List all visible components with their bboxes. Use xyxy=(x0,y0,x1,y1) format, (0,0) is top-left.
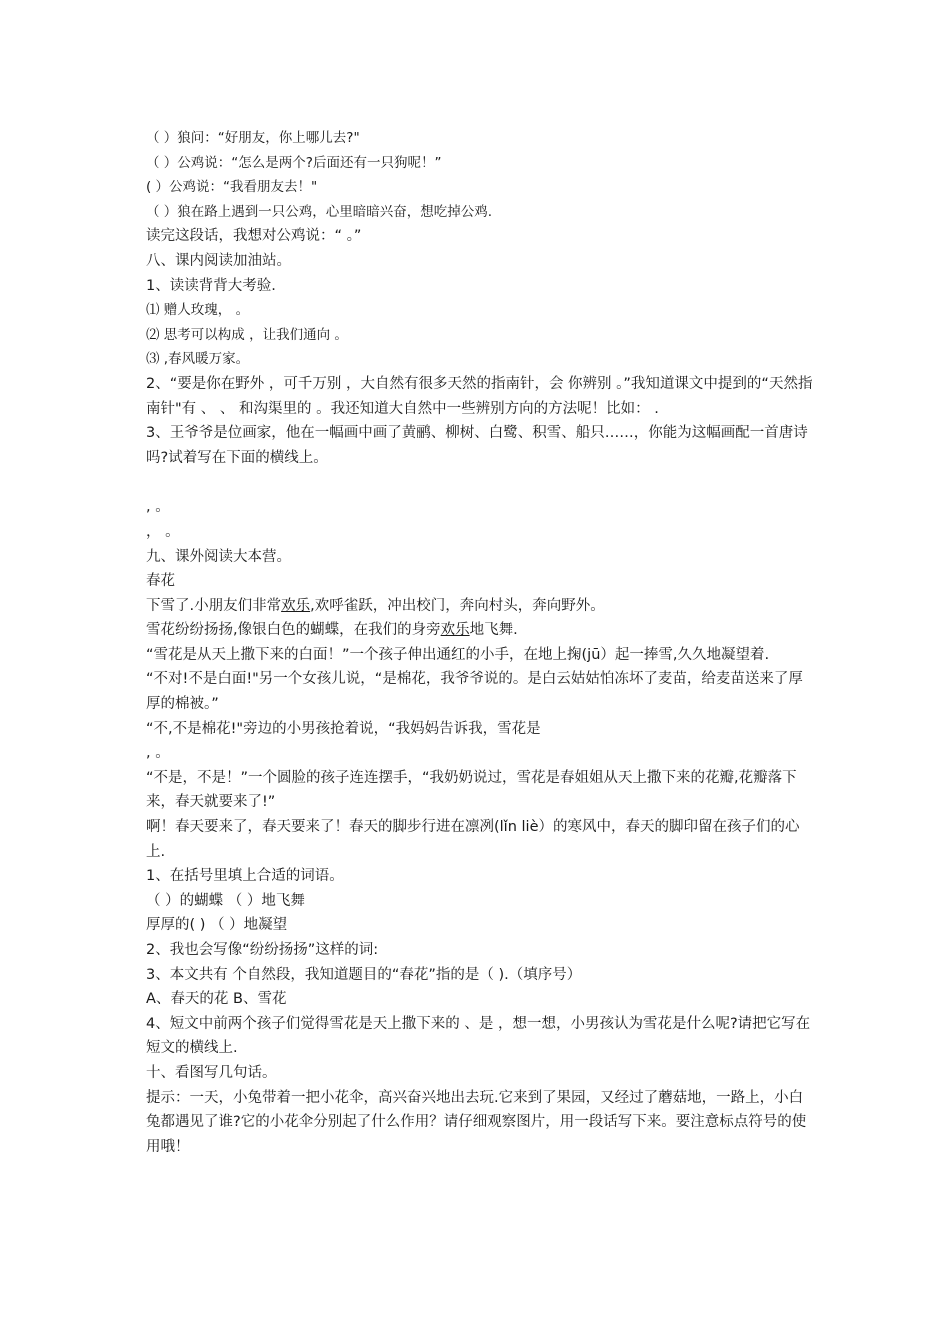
text-line: 厚厚的( ) （ ）地凝望 xyxy=(146,917,288,934)
question: 3、王爷爷是位画家，他在一幅画中画了黄鹂、柳树、白鹭、积雪、船只……，你能为这幅画配一首唐诗吗?试着写在下面的横线上。 xyxy=(146,425,808,466)
text-line: （ ）狼在路上遇到一只公鸡，心里暗暗兴奋，想吃掉公鸡. xyxy=(146,203,493,220)
text-line: ⑵ 思考可以构成 ，让我们通向 。 xyxy=(146,326,348,343)
question: 1、读读背背大考验. xyxy=(146,277,276,294)
text-line: , 。 xyxy=(146,745,170,762)
section-heading: 八、课内阅读加油站。 xyxy=(146,252,291,269)
question: 2、我也会写像“纷纷扬扬”这样的词: xyxy=(146,942,379,958)
passage-paragraph xyxy=(146,594,816,619)
text-line: （ ）公鸡说：“怎么是两个?后面还有一只狗呢！” xyxy=(146,154,442,171)
text-run: 地飞舞. xyxy=(469,622,518,639)
passage-paragraph: “不是，不是！”一个圆脸的孩子连连摆手，“我奶奶说过，雪花是春姐姐从天上撒下来的花瓣,花瓣落下来，春天就要来了!” xyxy=(146,769,797,811)
text-run: ,欢呼雀跃，冲出校门，奔向村头，奔向野外。 xyxy=(310,597,605,614)
underlined-word: 欢乐 xyxy=(281,597,311,614)
underlined-word: 欢乐 xyxy=(440,622,470,639)
text-line: （ ）的蝴蝶 （ ）地飞舞 xyxy=(146,892,305,909)
question: 3、本文共有 个自然段，我知道题目的“春花”指的是（ ).（填序号） xyxy=(146,966,582,983)
passage-paragraph: “不对!不是白面!"另一个女孩儿说，“是棉花，我爷爷说的。是白云姑姑怕冻坏了麦苗，给麦苗送来了厚厚的棉被。” xyxy=(146,671,803,713)
text-run: 雪花纷纷扬扬,像银白色的蝴蝶，在我们的身旁 xyxy=(146,622,441,639)
passage-paragraph: “不,不是棉花!"旁边的小男孩抢着说，“我妈妈告诉我，雪花是 xyxy=(146,720,541,737)
passage-paragraph: 啊！春天要来了，春天要来了！春天的脚步行进在凛冽(lǐn liè）的寒风中，春天的脚印留在孩子们的心上. xyxy=(146,819,800,860)
text-line: 读完这段话，我想对公鸡说：“ 。” xyxy=(146,228,362,245)
text-line: , 。 xyxy=(146,499,170,516)
text-line: ⑴ 赠人玫瑰， 。 xyxy=(146,302,250,319)
question: 4、短文中前两个孩子们觉得雪花是天上撒下来的 、是 ，想一想，小男孩认为雪花是什么呢?请把它写在短文的横线上. xyxy=(146,1015,811,1057)
section-heading: 九、课外阅读大本营。 xyxy=(146,548,291,565)
document-page xyxy=(146,126,816,1159)
text-line: A、春天的花 B、雪花 xyxy=(146,991,287,1008)
question: 1、在括号里填上合适的词语。 xyxy=(146,868,344,885)
question: 2、“要是你在野外 ，可千万别 ，大自然有很多天然的指南针，会 你辨别 。”我知道课文中提到的“天然指南针"有 、 、 和沟渠里的 。我还知道大自然中一些辨别方向的方法呢！比如： . xyxy=(146,375,813,417)
text-line: ， 。 xyxy=(146,523,180,540)
text-run: 下雪了.小朋友们非常 xyxy=(146,597,282,614)
passage-paragraph xyxy=(146,618,816,643)
text-line: （ ）狼问：“好朋友，你上哪儿去?" xyxy=(146,130,360,146)
passage-title: 春花 xyxy=(146,573,175,590)
section-heading: 十、看图写几句话。 xyxy=(146,1064,277,1081)
text-line: ( ）公鸡说：“我看朋友去！" xyxy=(146,179,318,196)
text-line: ⑶ ,春风暖万家。 xyxy=(146,351,250,368)
passage-paragraph: “雪花是从天上撒下来的白面！”一个孩子伸出通红的小手，在地上掬(jū）起一捧雪,久久地凝望着. xyxy=(146,646,770,663)
prompt-paragraph: 提示：一天，小兔带着一把小花伞，高兴奋兴地出去玩.它来到了果园，又经过了蘑菇地，一路上，小白兔都遇见了谁?它的小花伞分别起了什么作用？请仔细观察图片，用一段话写下来。要注意标点符号的使用哦！ xyxy=(146,1089,807,1155)
